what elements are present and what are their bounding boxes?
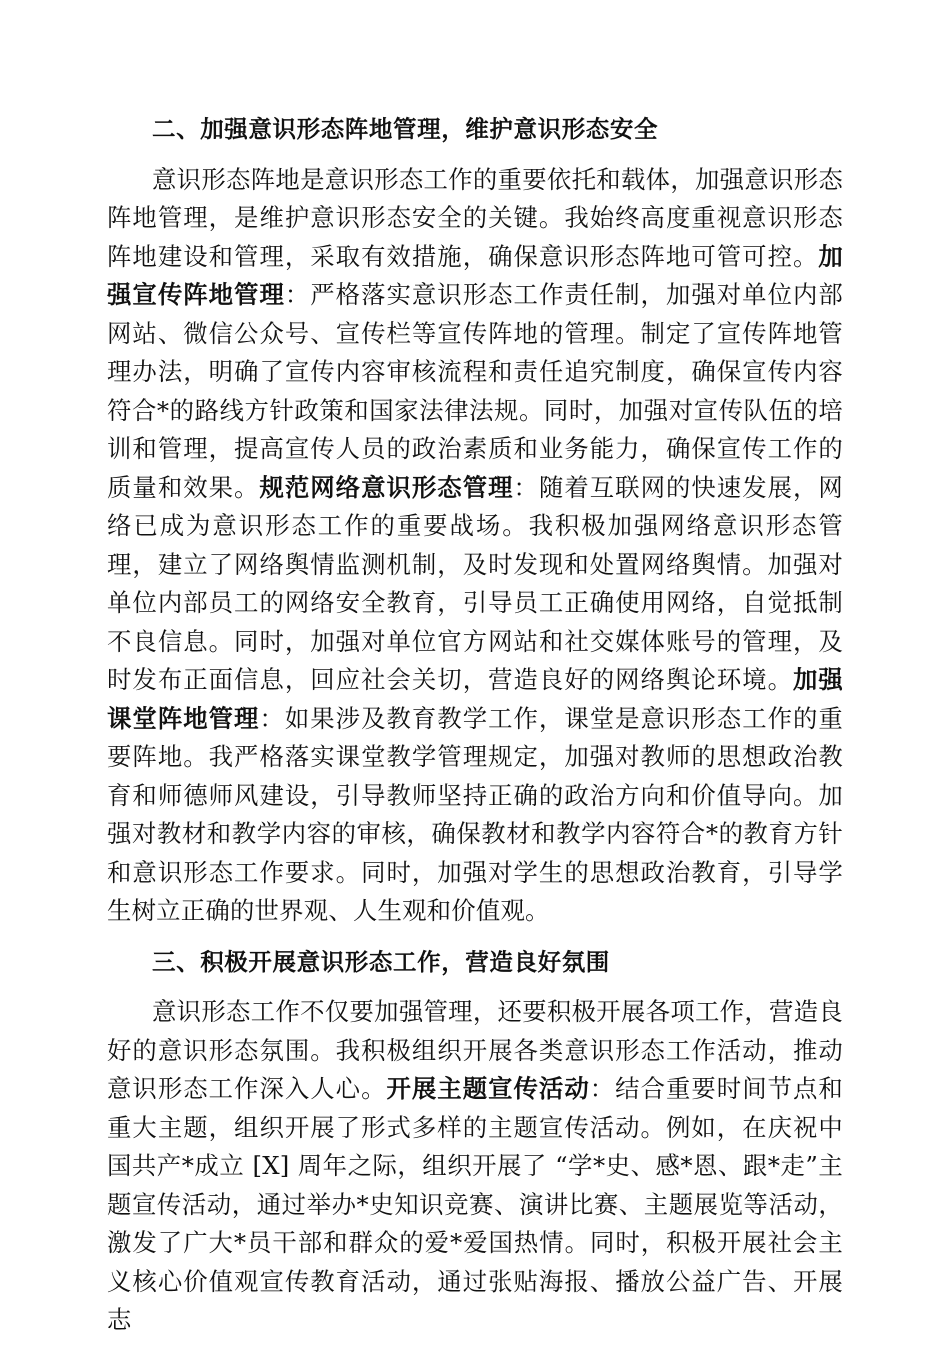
item-text-propaganda: ：严格落实意识形态工作责任制，加强对单位内部网站、微信公众号、宣传栏等宣传阵地的管理。制定了宣传阵地管理办法，明确了宣传内容审核流程和责任追究制度，确保宣传内容符合*的路线方针政策和国家法律法规。同时，加强对宣传队伍的培训和管理，提高宣传人员的政治素质和业务能力，确保宣传工作的质量和效果。 [107, 280, 843, 502]
item-text-theme-activities: ：结合重要时间节点和重大主题，组织开展了形式多样的主题宣传活动。例如，在庆祝中国共产*成立 [X] 周年之际，组织开展了 “学*史、感*恩、跟*走”主题宣传活动，通过举办*史知识竞赛、演讲比赛、主题展览等活动，激发了广大*员干部和群众的爱*爱国热情。同时，积极开展社会主义核心价值观宣传教育活动，通过张贴海报、播放公益广告、开展志 [107, 1074, 843, 1334]
document-body [107, 110, 843, 1352]
section-2-intro: 意识形态阵地是意识形态工作的重要依托和载体，加强意识形态阵地管理，是维护意识形态安全的关键。我始终高度重视意识形态阵地建设和管理，采取有效措施，确保意识形态阵地可管可控。 [107, 164, 843, 271]
section-2-paragraph [107, 161, 843, 931]
item-title-network: 规范网络意识形态管理 [259, 472, 514, 502]
section-3-intro: 意识形态工作不仅要加强管理，还要积极开展各项工作，营造良好的意识形态氛围。我积极组织开展各类意识形态工作活动，推动意识形态工作深入人心。 [107, 997, 843, 1103]
section-heading-3: 三、积极开展意识形态工作，营造良好氛围 [152, 947, 610, 976]
item-title-theme-activities: 开展主题宣传活动 [386, 1074, 590, 1103]
item-text-network: ：随着互联网的快速发展，网络已成为意识形态工作的重要战场。我积极加强网络意识形态管理，建立了网络舆情监测机制，及时发现和处置网络舆情。加强对单位内部员工的网络安全教育，引导员工正确使用网络，自觉抵制不良信息。同时，加强对单位官方网站和社交媒体账号的管理，及时发布正面信息，回应社会关切，营造良好的网络舆论环境。 [107, 472, 844, 694]
item-text-classroom: ：如果涉及教育教学工作，课堂是意识形态工作的重要阵地。我严格落实课堂教学管理规定，加强对教师的思想政治教育和师德师风建设，引导教师坚持正确的政治方向和价值导向。加强对教材和教学内容的审核，确保教材和教学内容符合*的教育方针和意识形态工作要求。同时，加强对学生的思想政治教育，引导学生树立正确的世界观、人生观和价值观。 [107, 703, 844, 925]
section-heading-2: 二、加强意识形态阵地管理，维护意识形态安全 [152, 115, 659, 143]
section-3-paragraph [107, 993, 843, 1340]
item-title-classroom: 加强课堂阵地管理 [107, 665, 843, 733]
item-title-propaganda: 加强宣传阵地管理 [107, 241, 843, 309]
